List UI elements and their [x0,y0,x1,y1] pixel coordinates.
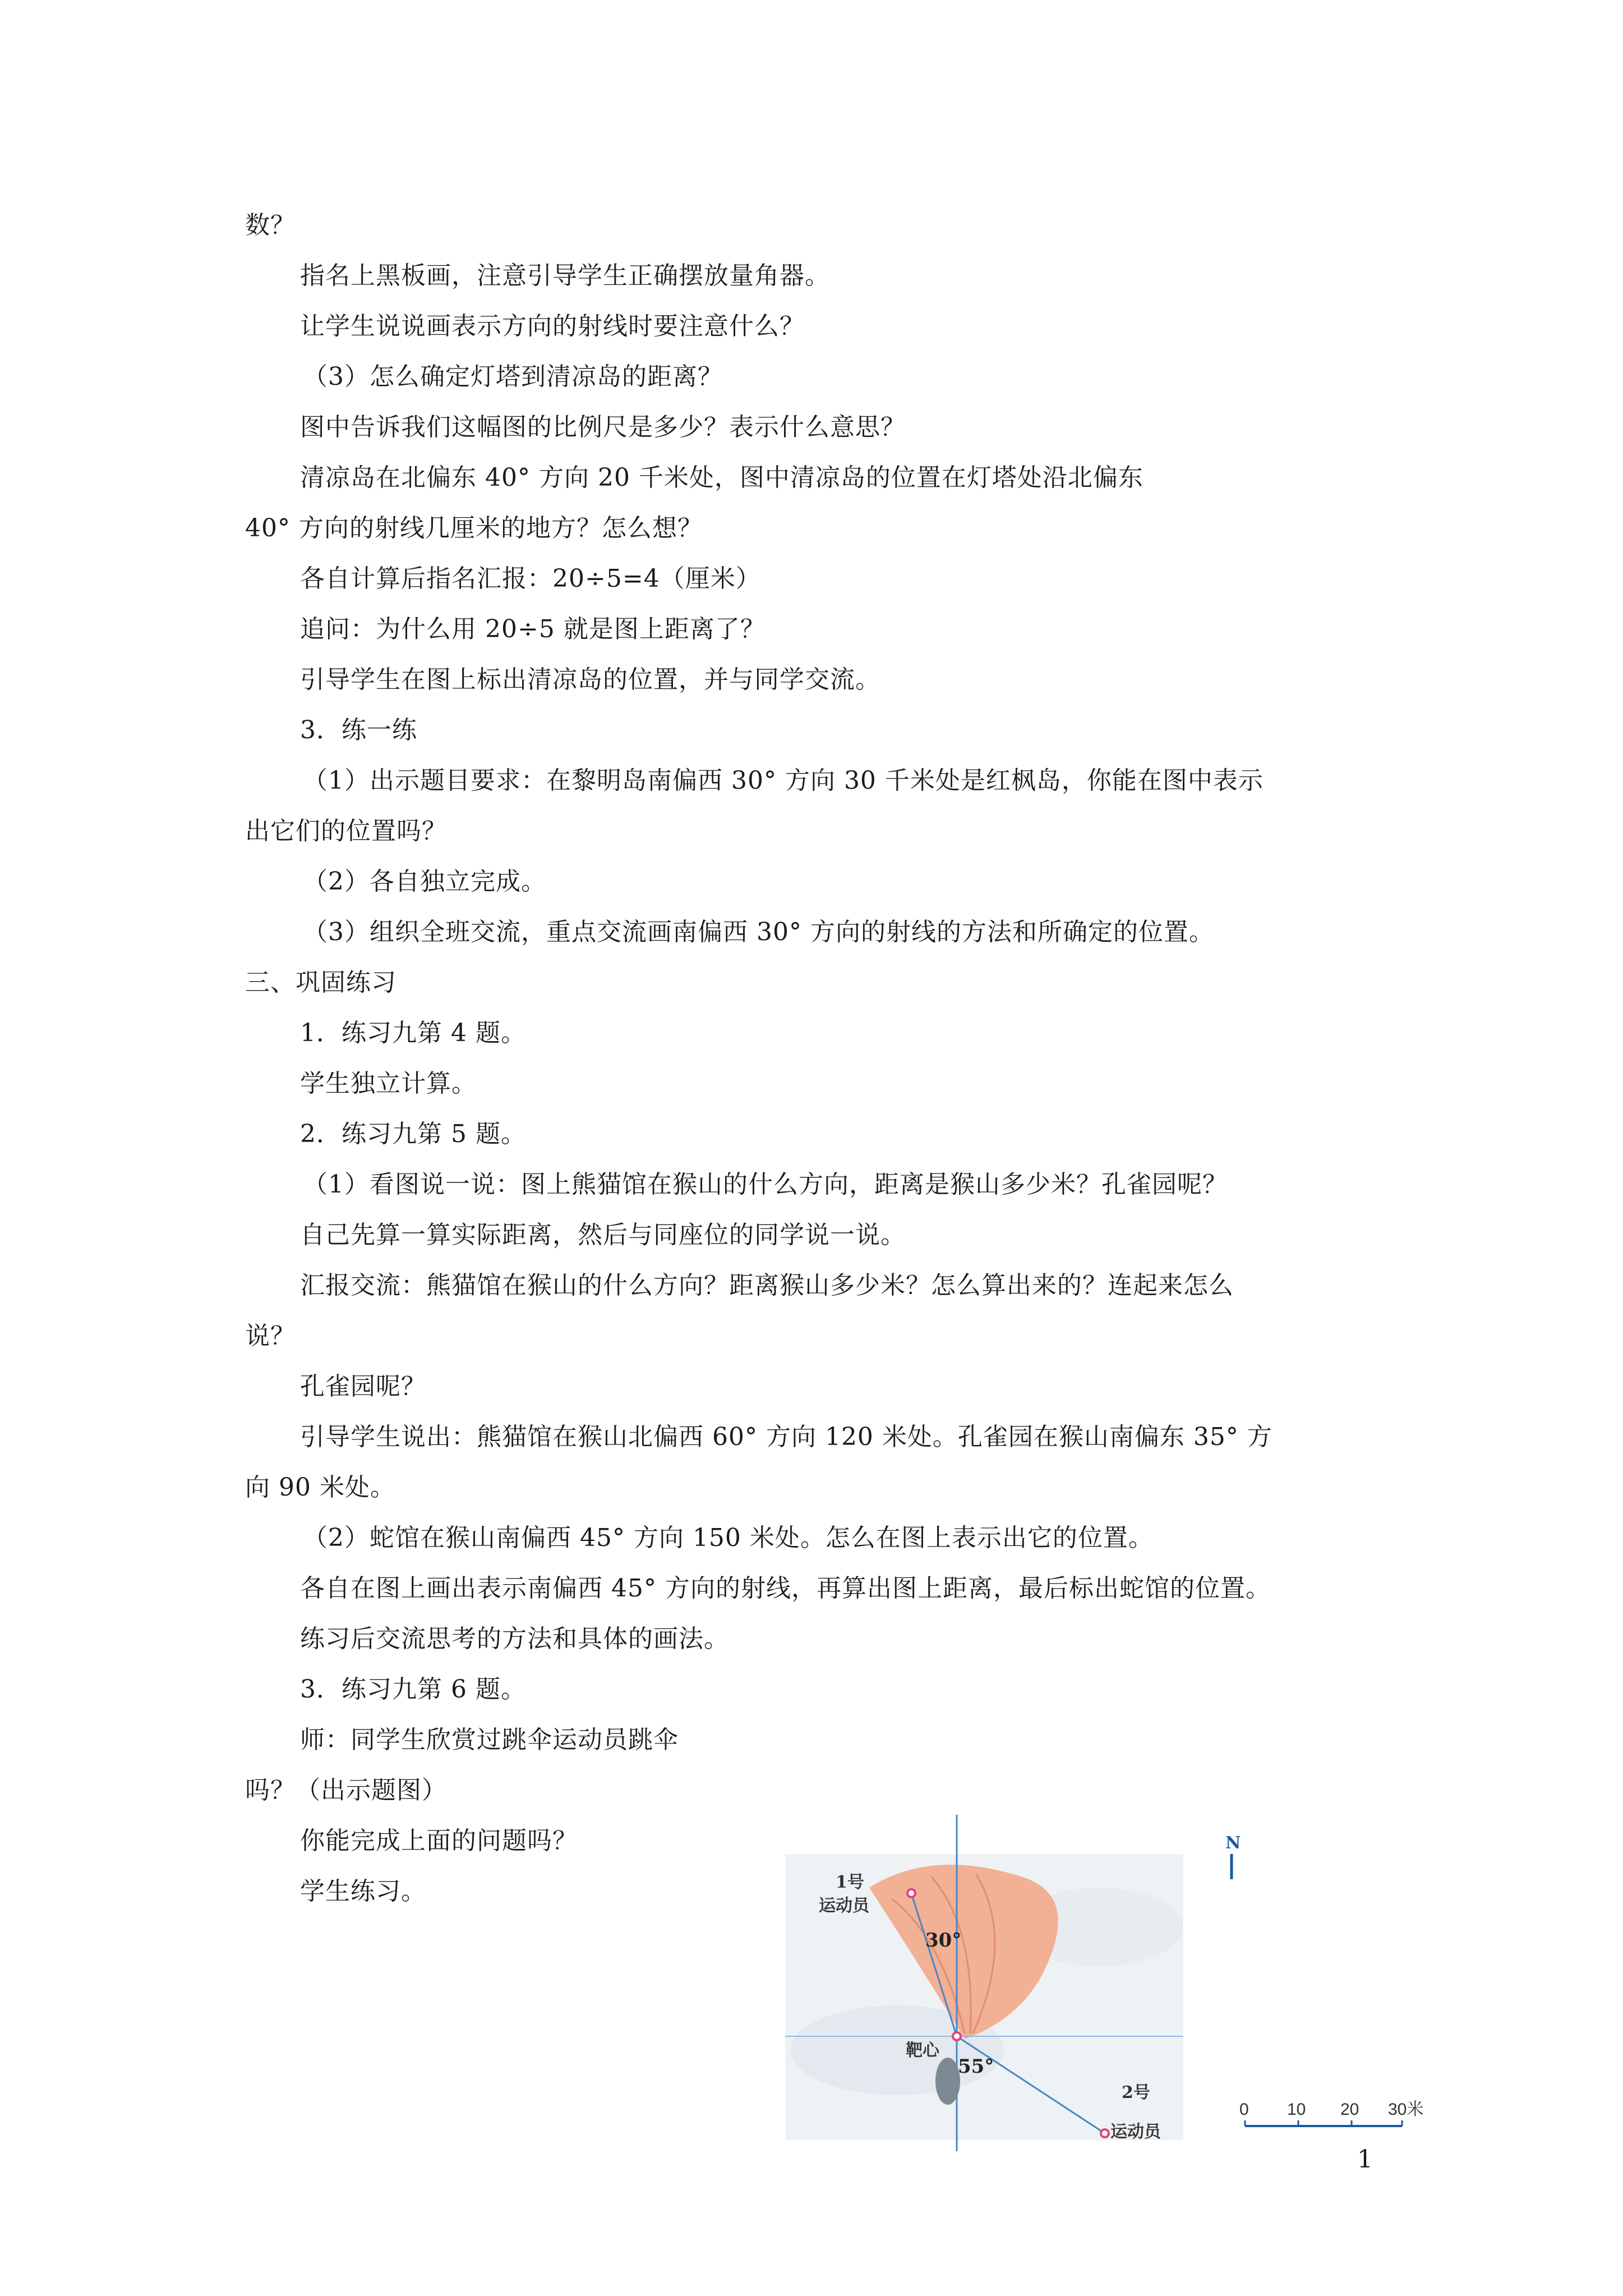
text-line: （3）怎么确定灯塔到清凉岛的距离？ [303,362,723,391]
text-line: 学生练习。 [300,1877,426,1906]
athlete1-marker [907,1889,915,1897]
text-line: 2．练习九第 5 题。 [300,1120,526,1148]
north-label: N [1225,1833,1241,1853]
angle-label: 55° [958,2055,994,2078]
text-line: 吗？（出示题图） [245,1776,447,1805]
text-line: 汇报交流：熊猫馆在猴山的什么方向？距离猴山多少米？怎么算出来的？连起来怎么 [300,1271,1234,1300]
athlete1-label: 运动员 [819,1896,869,1916]
text-line: 各自在图上画出表示南偏西 45° 方向的射线，再算出图上距离，最后标出蛇馆的位置。 [300,1574,1271,1603]
text-line: 师：同学生欣赏过跳伞运动员跳伞 [300,1726,679,1754]
target-label: 靶心 [906,2041,939,2060]
angle-label: 30° [925,1929,962,1952]
parachute-figure [785,1815,1475,2151]
text-line: 练习后交流思考的方法和具体的画法。 [300,1625,729,1653]
text-line: 孔雀园呢？ [300,1372,426,1401]
target-marker [953,2032,961,2040]
scale-tick-label: 0 [1239,2100,1249,2119]
text-line: （2）蛇馆在猴山南偏西 45° 方向 150 米处。怎么在图上表示出它的位置。 [303,1524,1154,1552]
text-line: （1）看图说一说：图上熊猫馆在猴山的什么方向，距离是猴山多少米？孔雀园呢？ [303,1170,1228,1199]
scale-tick-label: 20 [1340,2100,1359,2119]
text-line: 引导学生在图上标出清凉岛的位置，并与同学交流。 [300,665,880,694]
text-line: 清凉岛在北偏东 40° 方向 20 千米处，图中清凉岛的位置在灯塔处沿北偏东 [300,463,1144,492]
text-line: 说？ [245,1322,296,1350]
text-line: 出它们的位置吗？ [245,817,447,845]
text-line: 让学生说说画表示方向的射线时要注意什么？ [300,312,805,341]
text-line: 追问：为什么用 20÷5 就是图上距离了？ [300,615,766,643]
page-number: 1 [1357,2145,1373,2174]
jumper-icon [935,2058,960,2105]
text-line: 各自计算后指名汇报：20÷5=4（厘米） [300,564,761,593]
text-line: 数？ [245,211,296,240]
text-line: 向 90 米处。 [245,1473,395,1502]
athlete2-marker [1101,2129,1109,2137]
section-heading: 三、巩固练习 [245,968,396,997]
athlete1-label: 1号 [836,1872,864,1892]
scale-tick-label: 10 [1287,2100,1306,2119]
athlete2-label: 运动员 [1110,2122,1161,2142]
athlete2-label: 2号 [1122,2083,1150,2102]
text-line: （1）出示题目要求：在黎明岛南偏西 30° 方向 30 千米处是红枫岛，你能在图中表示 [303,766,1264,795]
text-line: 你能完成上面的问题吗？ [300,1826,578,1855]
text-line: （3）组织全班交流，重点交流画南偏西 30° 方向的射线的方法和所确定的位置。 [303,918,1214,946]
text-line: 指名上黑板画，注意引导学生正确摆放量角器。 [300,261,830,290]
text-line: （2）各自独立完成。 [303,867,546,896]
text-line: 3．练习九第 6 题。 [300,1675,526,1704]
text-line: 自己先算一算实际距离，然后与同座位的同学说一说。 [300,1221,906,1249]
scale-tick-label: 30米 [1388,2100,1424,2119]
text-line: 引导学生说出：熊猫馆在猴山北偏西 60° 方向 120 米处。孔雀园在猴山南偏东 35° 方 [300,1423,1272,1451]
text-line: 1．练习九第 4 题。 [300,1019,526,1047]
text-line: 40° 方向的射线几厘米的地方？怎么想？ [245,514,703,542]
text-line: 学生独立计算。 [300,1069,477,1098]
text-line: 图中告诉我们这幅图的比例尺是多少？表示什么意思？ [300,413,906,441]
text-line: 3．练一练 [300,716,417,744]
